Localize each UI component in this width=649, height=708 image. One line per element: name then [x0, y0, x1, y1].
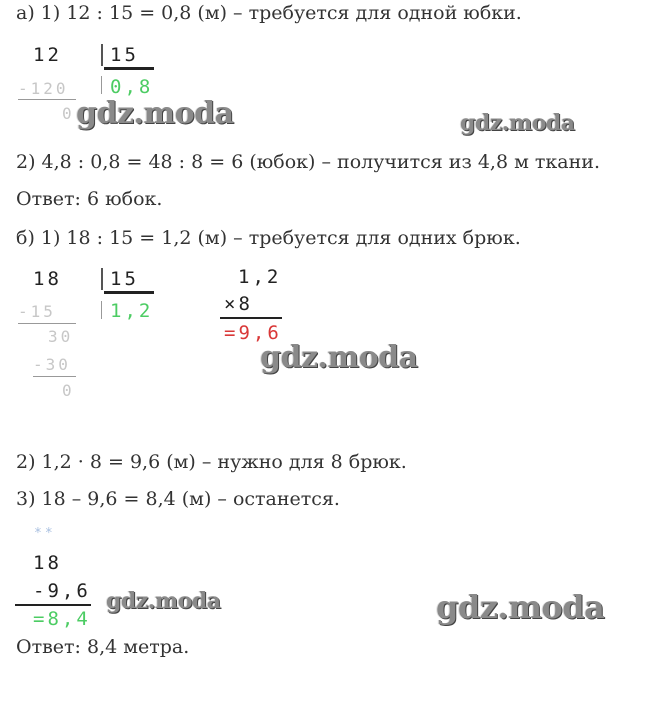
divisor-underline [104, 291, 154, 294]
quotient: 1,2 [110, 300, 154, 322]
subtrahend-2: -30 [33, 355, 71, 374]
subtraction-line-2 [33, 376, 76, 377]
partial-result: 30 [48, 327, 74, 346]
multiplication-line [220, 317, 282, 319]
part-a-step1: а) 1) 12 : 15 = 0,8 (м) – требуется для одной юбки. [16, 2, 522, 24]
dividend: 18 [33, 268, 62, 290]
part-b-step1: б) 1) 18 : 15 = 1,2 (м) – требуется для одних брюк. [16, 227, 521, 249]
division-vertical-line [101, 44, 103, 66]
quotient-bar [101, 76, 102, 94]
watermark: gdz.moda [460, 110, 575, 136]
quotient-bar [101, 301, 102, 319]
subtrahend: -9,6 [33, 580, 91, 602]
carry-marks: ** [34, 526, 56, 541]
part-b-step3: 3) 18 – 9,6 = 8,4 (м) – останется. [16, 488, 340, 510]
part-a-answer: Ответ: 6 юбок. [16, 188, 163, 210]
part-a-step2: 2) 4,8 : 0,8 = 48 : 8 = 6 (юбок) – получится из 4,8 м ткани. [16, 151, 600, 173]
divisor: 15 [110, 44, 139, 66]
dividend: 12 [33, 44, 62, 66]
division-vertical-line [101, 268, 103, 290]
multiplicand: 1,2 [238, 266, 282, 288]
multiplier: ×8 [224, 293, 253, 315]
subtraction-line [15, 604, 91, 606]
minuend: 18 [33, 552, 62, 574]
remainder: 0 [62, 104, 75, 123]
watermark: gdz.moda [76, 96, 234, 131]
part-b-step2: 2) 1,2 · 8 = 9,6 (м) – нужно для 8 брюк. [16, 451, 407, 473]
subtrahend-1: -15 [18, 302, 56, 321]
subtraction-line [18, 99, 76, 100]
watermark: gdz.moda [436, 588, 605, 626]
subtrahend: -120 [18, 79, 69, 98]
product: =9,6 [224, 322, 282, 344]
watermark: gdz.moda [260, 340, 418, 375]
difference: =8,4 [33, 608, 91, 630]
divisor: 15 [110, 268, 139, 290]
part-b-answer: Ответ: 8,4 метра. [16, 636, 190, 658]
remainder: 0 [62, 381, 75, 400]
quotient: 0,8 [110, 76, 154, 98]
watermark: gdz.moda [106, 588, 221, 614]
divisor-underline [104, 67, 154, 70]
subtraction-line-1 [18, 323, 76, 324]
